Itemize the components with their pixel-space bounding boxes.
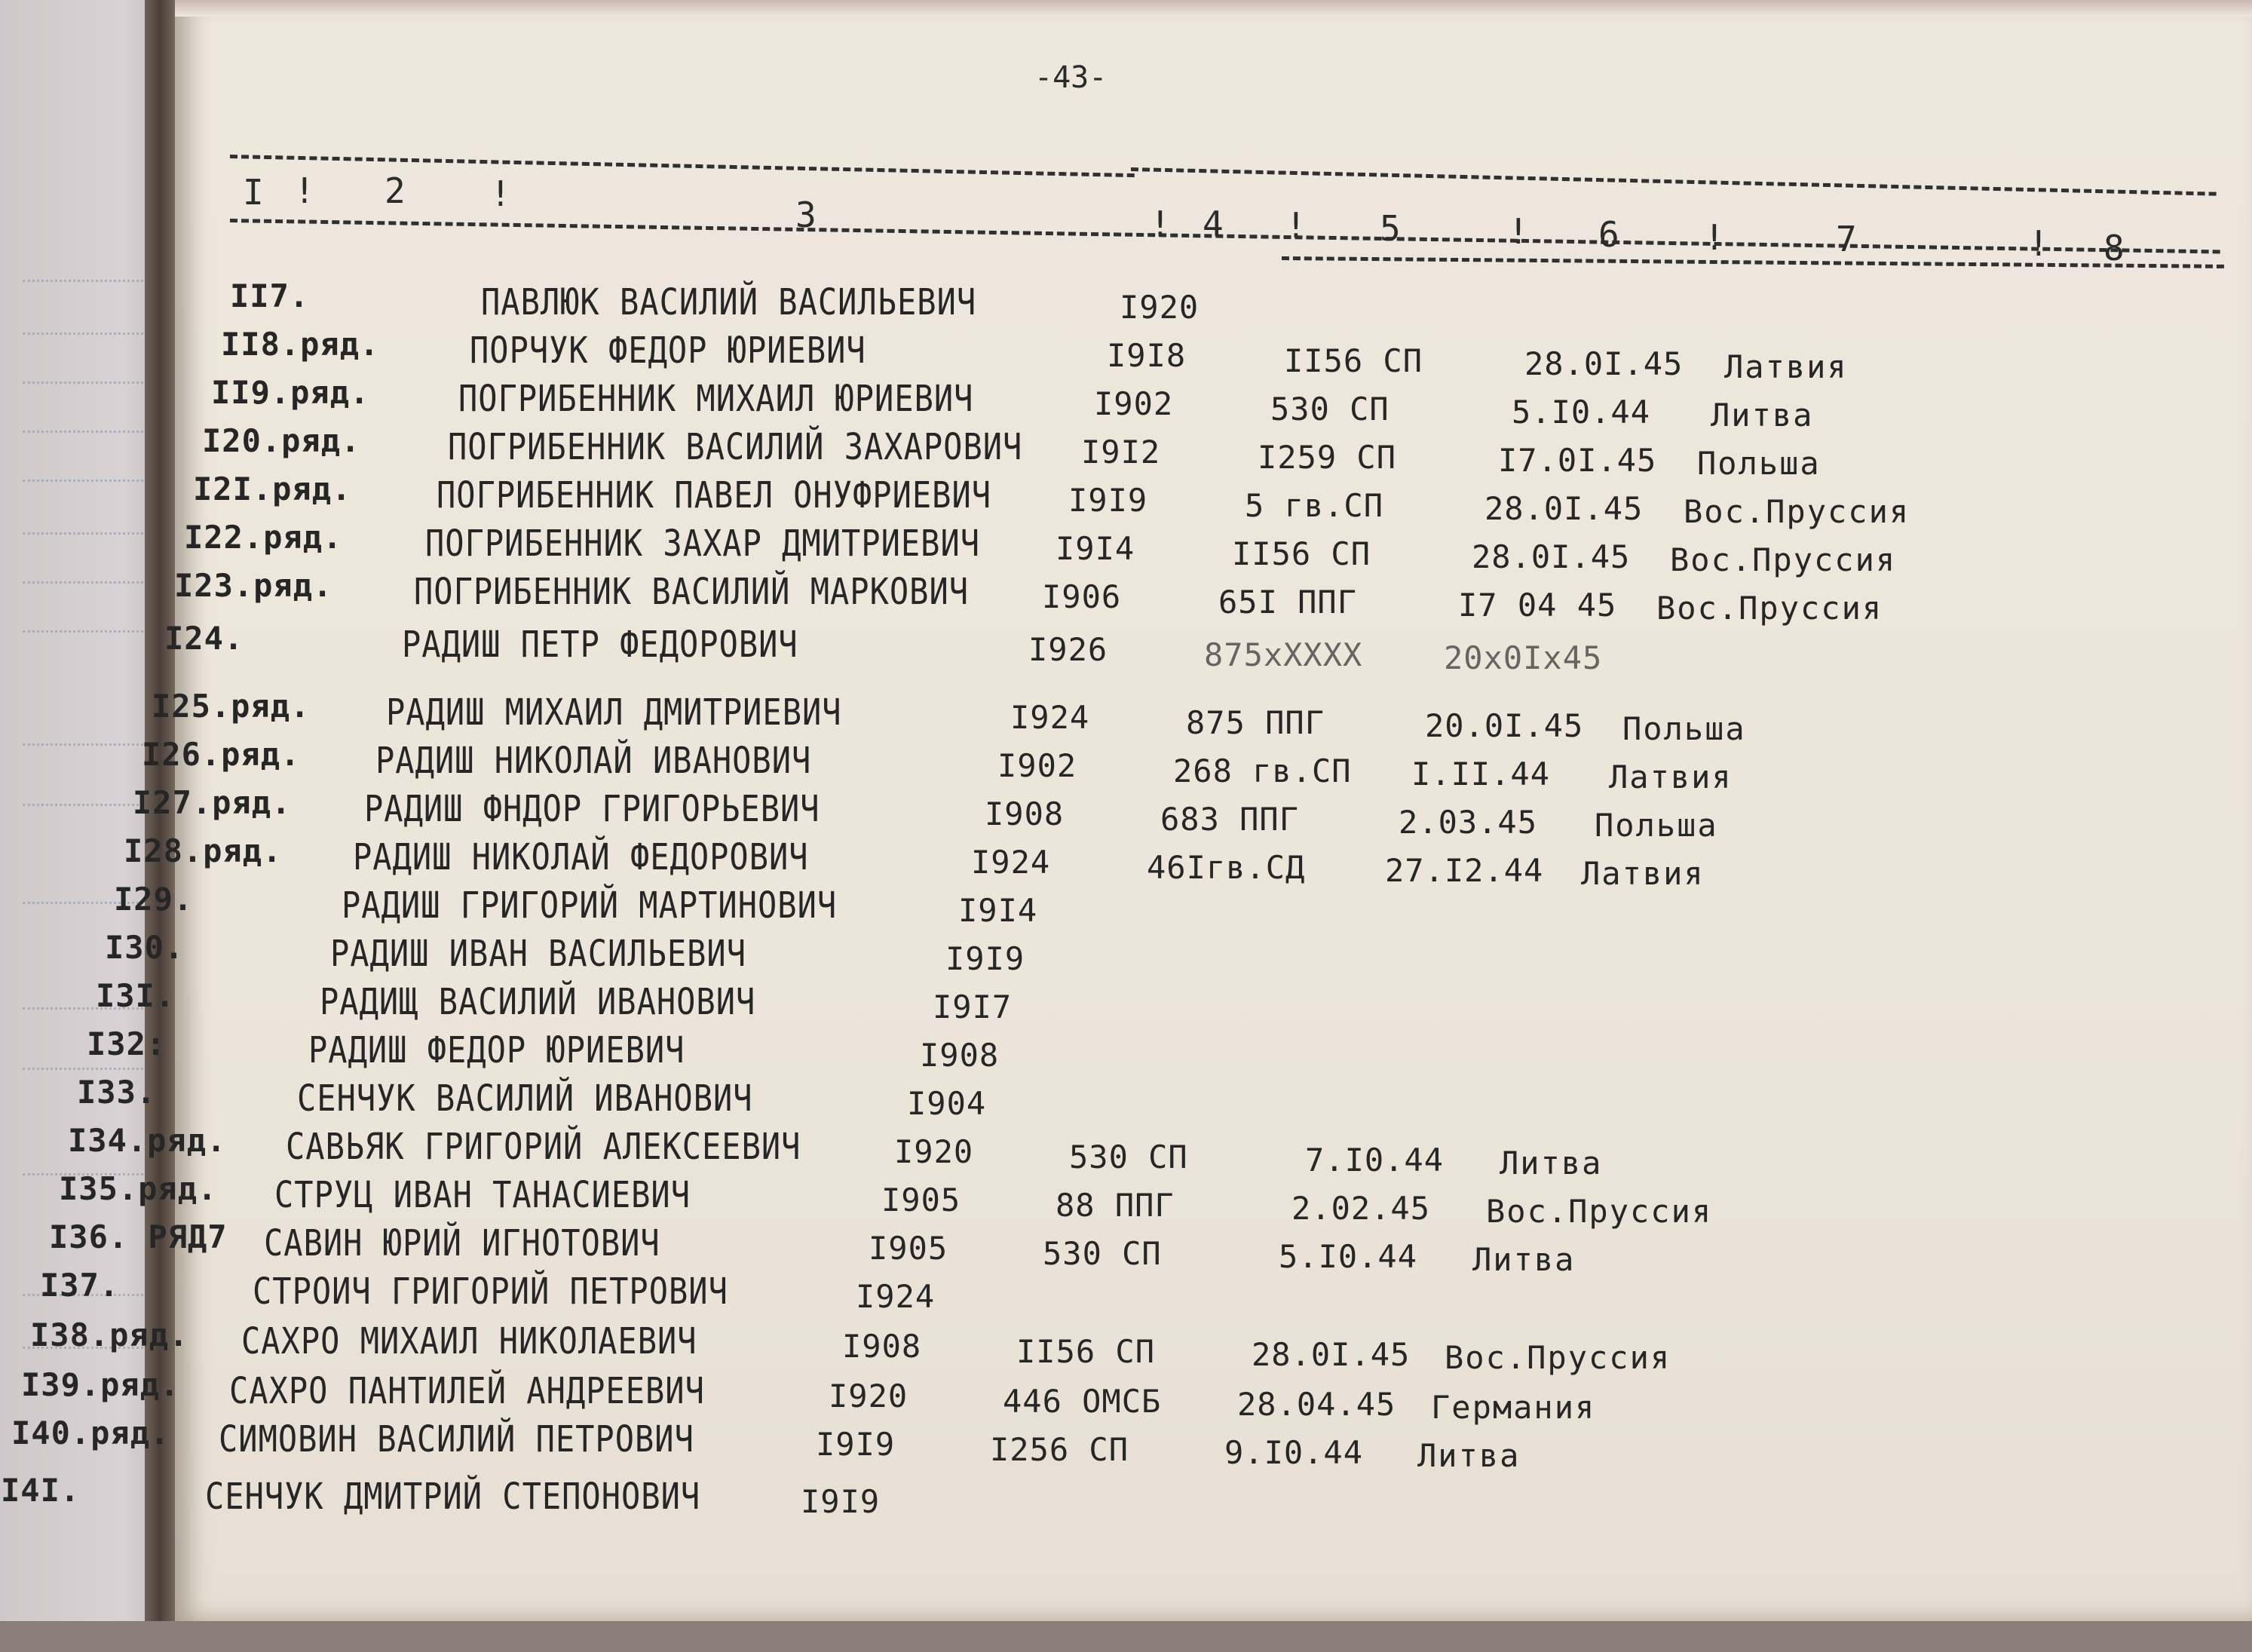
burial-place: Польша: [1697, 445, 1821, 482]
row-number: I23.ряд.: [174, 567, 333, 604]
page-bottom-shadow: [0, 1621, 2252, 1652]
soldier-name: ПОРЧУК ФЕДОР ЮРИЕВИЧ: [470, 329, 866, 372]
left-page-mark: [23, 611, 143, 633]
birth-year: I9I9: [945, 940, 1025, 977]
military-unit: 65I ППГ: [1218, 584, 1358, 621]
birth-year: I924: [971, 844, 1051, 881]
burial-place: Литва: [1472, 1241, 1576, 1278]
date-of-death: 2.02.45: [1291, 1190, 1431, 1227]
column-header-mark: 8: [2103, 228, 2125, 268]
soldier-name: САВИН ЮРИЙ ИГНОТОВИЧ: [264, 1221, 660, 1264]
military-unit: 446 ОМСБ: [1003, 1383, 1162, 1420]
date-of-death: 20x0Ix45: [1444, 639, 1603, 676]
birth-year: I908: [842, 1328, 922, 1365]
soldier-name: РАДИШ ПЕТР ФЕДОРОВИЧ: [402, 623, 798, 666]
date-of-death: 28.0I.45: [1472, 538, 1631, 575]
column-header-mark: 5: [1380, 208, 1401, 249]
military-unit: II56 СП: [1284, 342, 1423, 379]
date-of-death: 28.04.45: [1237, 1386, 1396, 1423]
birth-year: I908: [920, 1037, 1000, 1074]
birth-year: I9I4: [1056, 530, 1135, 567]
date-of-death: 2.03.45: [1399, 804, 1538, 841]
soldier-name: РАДИШ НИКОЛАЙ ИВАНОВИЧ: [375, 739, 812, 782]
birth-year: I908: [985, 795, 1065, 832]
soldier-name: РАДИШ ФНДОР ГРИГОРЬЕВИЧ: [364, 787, 820, 830]
row-number: I30.: [105, 929, 185, 966]
date-of-death: 28.0I.45: [1252, 1336, 1411, 1373]
column-header-mark: 2: [385, 170, 406, 211]
military-unit: 530 СП: [1043, 1235, 1162, 1272]
row-number: I39.ряд.: [21, 1366, 180, 1403]
military-unit: 530 СП: [1069, 1139, 1188, 1175]
burial-place: Вос.Пруссия: [1445, 1339, 1671, 1376]
row-number: I29.: [114, 881, 194, 918]
row-number: I34.ряд.: [68, 1122, 227, 1159]
burial-place: Латвия: [1581, 855, 1705, 892]
date-of-death: I.II.44: [1411, 756, 1551, 792]
birth-year: I905: [881, 1182, 961, 1218]
row-number: I25.ряд.: [152, 688, 311, 725]
soldier-name: ПОГРИБЕННИК ВАСИЛИЙ ЗАХАРОВИЧ: [448, 425, 1023, 468]
row-number: I2I.ряд.: [193, 470, 352, 507]
column-header-mark: !: [1285, 205, 1307, 246]
column-header-mark: !: [294, 170, 315, 211]
left-page-mark: [23, 562, 143, 584]
left-page-mark: [23, 313, 143, 335]
row-number: I20.ряд.: [202, 422, 361, 459]
birth-year: I920: [894, 1133, 974, 1170]
left-page-mark: [23, 784, 143, 806]
soldier-name: РАДИЩ ВАСИЛИЙ ИВАНОВИЧ: [320, 980, 756, 1023]
date-of-death: 7.I0.44: [1305, 1142, 1445, 1178]
column-header-mark: !: [1704, 217, 1725, 258]
soldier-name: РАДИШ ИВАН ВАСИЛЬЕВИЧ: [330, 932, 747, 975]
soldier-name: СТРОИЧ ГРИГОРИЙ ПЕТРОВИЧ: [253, 1270, 728, 1313]
birth-year: I9I8: [1107, 337, 1187, 374]
column-header-mark: 3: [795, 195, 817, 235]
date-of-death: I7 04 45: [1458, 587, 1617, 624]
column-header-mark: !: [1508, 211, 1529, 252]
soldier-name: САХРО ПАНТИЛЕЙ АНДРЕЕВИЧ: [229, 1369, 705, 1412]
date-of-death: 28.0I.45: [1524, 345, 1684, 382]
date-of-death: 5.I0.44: [1279, 1238, 1418, 1275]
burial-place: Латвия: [1609, 759, 1733, 795]
row-number: I3I.: [96, 977, 176, 1014]
soldier-name: ПАВЛЮК ВАСИЛИЙ ВАСИЛЬЕВИЧ: [481, 280, 977, 323]
military-unit: I259 СП: [1258, 439, 1397, 476]
military-unit: I256 СП: [990, 1431, 1129, 1468]
soldier-name: РАДИШ ГРИГОРИЙ МАРТИНОВИЧ: [342, 884, 838, 927]
burial-place: Вос.Пруссия: [1684, 493, 1910, 530]
soldier-name: СТРУЦ ИВАН ТАНАСИЕВИЧ: [274, 1173, 691, 1216]
column-header-mark: !: [490, 173, 511, 214]
row-number: I28.ряд.: [124, 832, 283, 869]
soldier-name: РАДИШ ФЕДОР ЮРИЕВИЧ: [308, 1028, 685, 1071]
left-page-mark: [23, 724, 143, 746]
burial-place: Латвия: [1724, 348, 1848, 385]
birth-year: I905: [869, 1230, 948, 1267]
birth-year: I9I9: [1068, 482, 1148, 519]
military-unit: 268 гв.СП: [1173, 752, 1352, 789]
burial-place: Германия: [1431, 1389, 1596, 1426]
birth-year: I9I2: [1081, 434, 1161, 470]
date-of-death: 27.I2.44: [1385, 852, 1544, 889]
row-number: I27.ряд.: [133, 784, 292, 821]
left-page-mark: [23, 460, 143, 482]
military-unit: 530 СП: [1270, 391, 1389, 428]
military-unit: II56 СП: [1016, 1333, 1156, 1370]
burial-place: Вос.Пруссия: [1486, 1193, 1713, 1230]
column-header-mark: I: [243, 172, 264, 213]
soldier-name: САХРО МИХАИЛ НИКОЛАЕВИЧ: [241, 1319, 697, 1362]
birth-year: I904: [907, 1085, 987, 1122]
birth-year: I920: [829, 1378, 908, 1414]
date-of-death: 20.0I.45: [1425, 707, 1584, 744]
soldier-name: СЕНЧУК ВАСИЛИЙ ИВАНОВИЧ: [297, 1077, 753, 1120]
row-number: II9.ряд.: [211, 374, 370, 411]
left-page-mark: [23, 362, 143, 384]
soldier-name: РАДИШ НИКОЛАЙ ФЕДОРОВИЧ: [353, 835, 809, 878]
row-number: I32:: [87, 1025, 167, 1062]
birth-year: I9I9: [816, 1426, 896, 1463]
soldier-name: САВЬЯК ГРИГОРИЙ АЛЕКСЕЕВИЧ: [286, 1125, 801, 1168]
military-unit: 875xXXXX: [1204, 636, 1363, 673]
row-number: II8.ряд.: [221, 326, 380, 363]
soldier-name: СЕНЧУК ДМИТРИЙ СТЕПОНОВИЧ: [205, 1475, 701, 1518]
birth-year: I906: [1042, 578, 1122, 615]
burial-place: Польша: [1595, 807, 1718, 844]
column-header-mark: 6: [1598, 214, 1619, 255]
column-header-mark: 7: [1836, 219, 1857, 259]
burial-place: Польша: [1622, 710, 1746, 747]
burial-place: Вос.Пруссия: [1656, 590, 1883, 627]
date-of-death: 28.0I.45: [1484, 490, 1644, 527]
page-number: -43-: [1034, 60, 1108, 95]
burial-place: Литва: [1500, 1145, 1603, 1182]
soldier-name: РАДИШ МИХАИЛ ДМИТРИЕВИЧ: [386, 691, 842, 734]
birth-year: I9I9: [801, 1483, 881, 1520]
column-header-mark: !: [2028, 223, 2049, 264]
row-number: I33.: [77, 1074, 157, 1111]
birth-year: I920: [1120, 289, 1200, 326]
soldier-name: ПОГРИБЕННИК ПАВЕЛ ОНУФРИЕВИЧ: [437, 474, 992, 516]
military-unit: 88 ППГ: [1056, 1187, 1175, 1224]
military-unit: 683 ППГ: [1160, 801, 1300, 838]
birth-year: I926: [1028, 631, 1108, 668]
column-header-mark: !: [1150, 204, 1171, 244]
row-number: I38.ряд.: [30, 1316, 189, 1353]
birth-year: I9I4: [958, 892, 1038, 929]
date-of-death: 5.I0.44: [1512, 394, 1651, 431]
birth-year: I924: [856, 1278, 936, 1315]
row-number: I26.ряд.: [142, 736, 301, 773]
row-number: I4I.: [1, 1472, 81, 1509]
birth-year: I924: [1010, 699, 1090, 736]
row-number: II7.: [230, 277, 310, 314]
birth-year: I9I7: [933, 988, 1013, 1025]
column-header-mark: 4: [1203, 204, 1224, 244]
left-page-mark: [23, 513, 143, 535]
row-number: I35.ряд.: [59, 1170, 218, 1207]
left-page-mark: [23, 411, 143, 433]
birth-year: I902: [997, 747, 1077, 784]
row-number: I22.ряд.: [184, 519, 343, 556]
birth-year: I902: [1094, 385, 1174, 422]
soldier-name: ПОГРИБЕННИК МИХАИЛ ЮРИЕВИЧ: [458, 377, 974, 420]
military-unit: 5 гв.СП: [1245, 487, 1384, 524]
date-of-death: I7.0I.45: [1498, 442, 1657, 479]
burial-place: Литва: [1417, 1437, 1521, 1474]
row-number: I36. РЯД7: [49, 1218, 228, 1255]
row-number: I24.: [164, 620, 244, 657]
burial-place: Литва: [1711, 397, 1814, 434]
page-top-edge: [175, 0, 2252, 17]
military-unit: 46Iгв.СД: [1147, 849, 1306, 886]
military-unit: II56 СП: [1232, 535, 1371, 572]
row-number: I37.: [40, 1267, 120, 1304]
burial-place: Вос.Пруссия: [1670, 541, 1897, 578]
left-page-mark: [23, 260, 143, 282]
soldier-name: ПОГРИБЕННИК ЗАХАР ДМИТРИЕВИЧ: [425, 522, 981, 565]
row-number: I40.ряд.: [11, 1414, 170, 1451]
date-of-death: 9.I0.44: [1224, 1434, 1364, 1471]
soldier-name: СИМОВИН ВАСИЛИЙ ПЕТРОВИЧ: [219, 1418, 694, 1460]
soldier-name: ПОГРИБЕННИК ВАСИЛИЙ МАРКОВИЧ: [414, 570, 970, 613]
military-unit: 875 ППГ: [1186, 704, 1325, 741]
